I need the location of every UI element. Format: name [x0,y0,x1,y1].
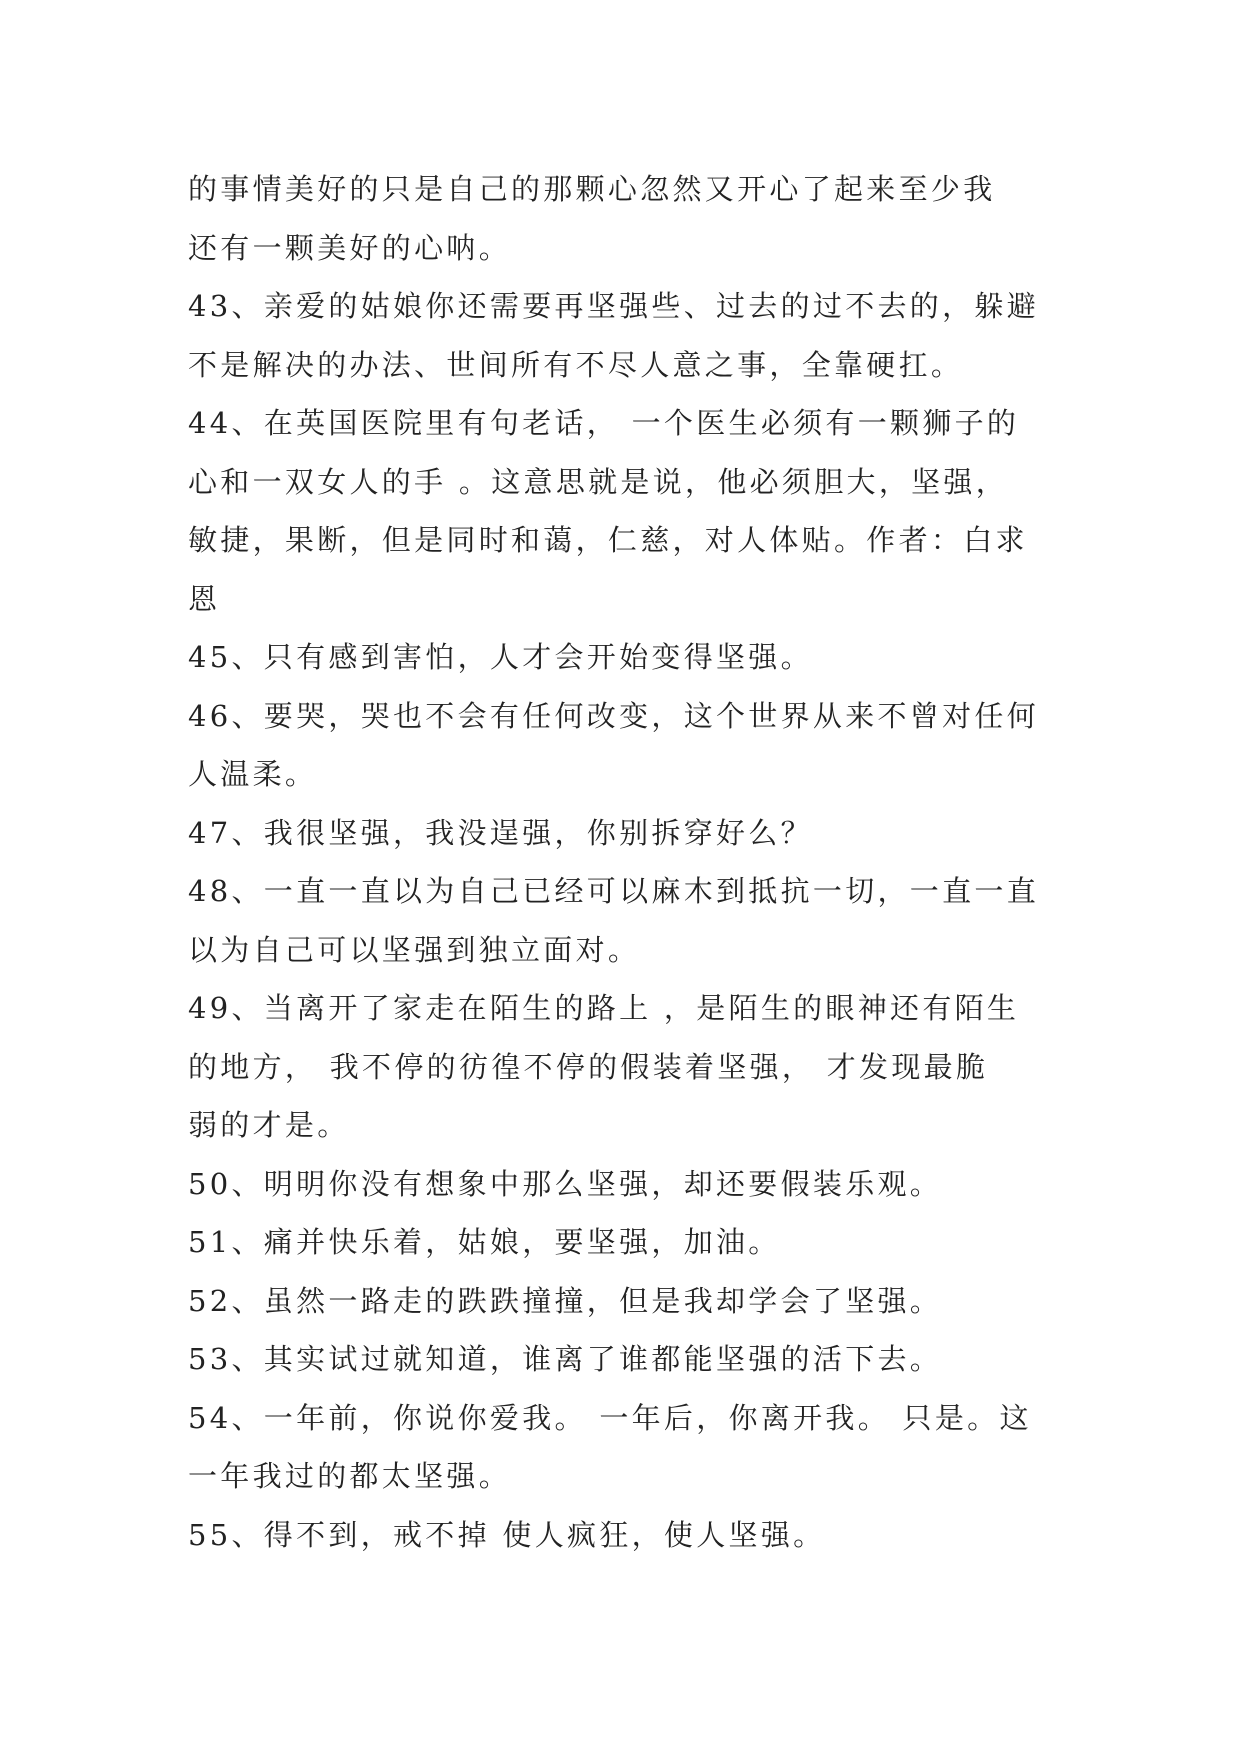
text-line: 人温柔。 [188,757,318,791]
text-line: 52、虽然一路走的跌跌撞撞，但是我却学会了坚强。 [188,1283,943,1318]
text-line: 54、一年前，你说你爱我。 一年后，你离开我。 只是。这 [188,1400,1032,1435]
text-line: 47、我很坚强，我没逞强，你别拆穿好么？ [188,815,813,850]
text-line: 恩 [188,581,221,616]
text-line: 的事情美好的只是自己的那颗心忽然又开心了起来至少我 [188,172,996,206]
text-line: 以为自己可以坚强到独立面对。 [188,932,641,967]
text-line: 一年我过的都太坚强。 [188,1459,512,1493]
text-line: 43、亲爱的姑娘你还需要再坚强些、过去的过不去的，躲避 [188,289,1040,323]
text-line: 心和一双女人的手 。这意思就是说，他必须胆大，坚强， [188,464,1009,499]
text-line: 49、当离开了家走在陌生的路上 ，是陌生的眼神还有陌生 [188,991,1020,1025]
text-line: 还有一颗美好的心呐。 [188,230,512,265]
text-line: 48、一直一直以为自己已经可以麻木到抵抗一切，一直一直 [188,874,1040,908]
text-line: 弱的才是。 [188,1108,350,1142]
text-line: 55、得不到，戒不掉 使人疯狂，使人坚强。 [188,1517,826,1552]
text-line: 不是解决的办法、世间所有不尽人意之事，全靠硬扛。 [188,347,964,382]
text-line: 53、其实试过就知道，谁离了谁都能坚强的活下去。 [188,1342,943,1376]
text-line: 敏捷，果断，但是同时和蔼，仁慈，对人体贴。作者：白求 [188,523,1028,557]
text-line: 50、明明你没有想象中那么坚强，却还要假装乐观。 [188,1166,943,1201]
text-line: 51、痛并快乐着，姑娘，要坚强，加油。 [188,1225,781,1259]
text-line: 的地方， 我不停的彷徨不停的假装着坚强， 才发现最脆 [188,1049,989,1084]
text-line: 44、在英国医院里有句老话， 一个医生必须有一颗狮子的 [188,406,1020,440]
document-body [188,160,1056,1564]
text-line: 45、只有感到害怕，人才会开始变得坚强。 [188,640,813,674]
text-line: 46、要哭，哭也不会有任何改变，这个世界从来不曾对任何 [188,698,1040,733]
